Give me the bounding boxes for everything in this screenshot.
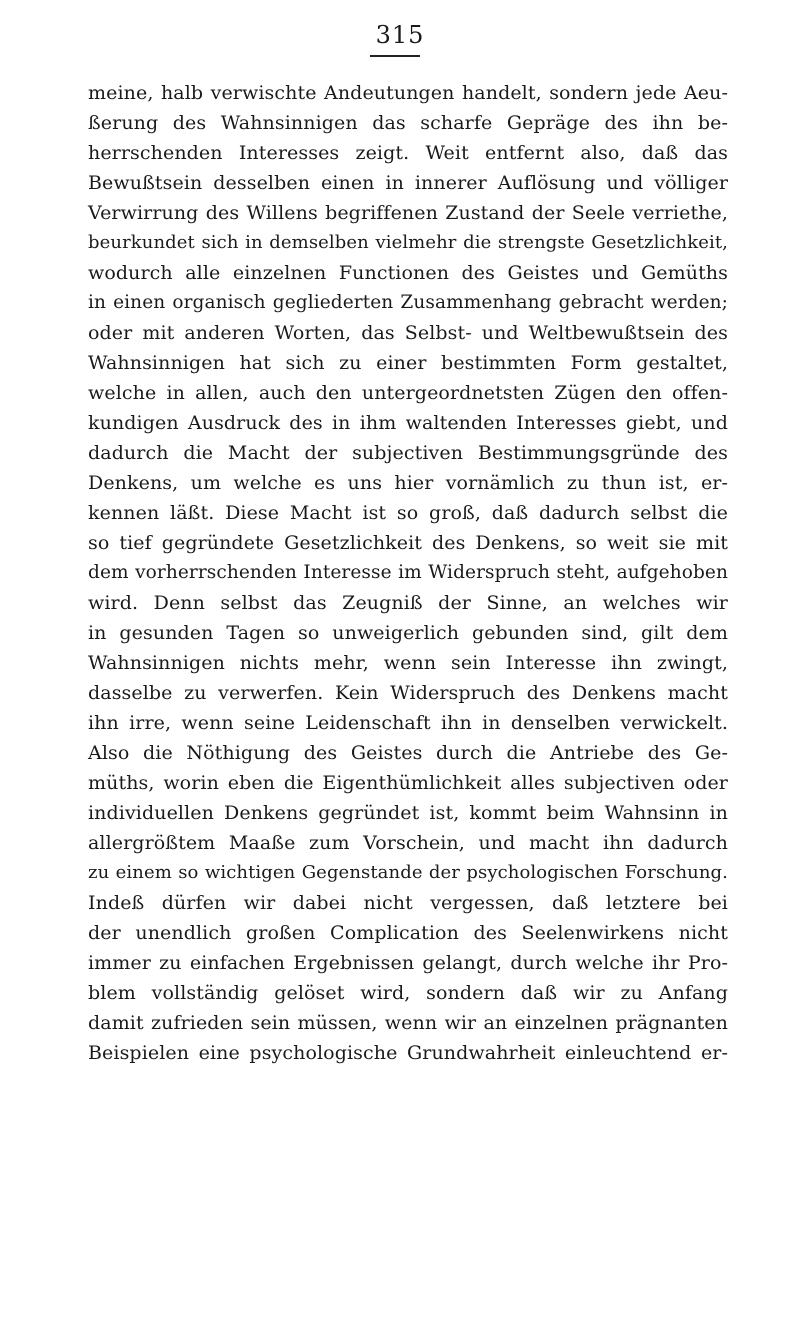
body-text bbox=[88, 78, 728, 1068]
text-line: allergrößtem Maaße zum Vorschein, und macht ihn dadurch bbox=[88, 832, 728, 854]
text-line: in einen organisch gegliederten Zusammenhang gebracht werden; bbox=[88, 292, 728, 313]
text-line: zu einem so wichtigen Gegenstande der psychologischen Forschung. bbox=[88, 862, 728, 883]
text-line: Verwirrung des Willens begriffenen Zustand der Seele verriethe, bbox=[88, 202, 728, 224]
text-line: ihn irre, wenn seine Leidenschaft ihn in denselben verwickelt. bbox=[88, 712, 728, 734]
text-line: meine, halb verwischte Andeutungen handelt, sondern jede Aeu- bbox=[88, 82, 728, 104]
text-line: Beispielen eine psychologische Grundwahrheit einleuchtend er- bbox=[88, 1042, 728, 1064]
text-line: herrschenden Interesses zeigt. Weit entfernt also, daß das bbox=[88, 142, 728, 164]
text-line: dadurch die Macht der subjectiven Bestimmungsgründe des bbox=[88, 442, 728, 464]
text-line: oder mit anderen Worten, das Selbst- und Weltbewußtsein des bbox=[88, 322, 728, 344]
text-line: in gesunden Tagen so unweigerlich gebunden sind, gilt dem bbox=[88, 622, 728, 644]
page-number: 315 bbox=[375, 21, 425, 49]
text-line: blem vollständig gelöset wird, sondern daß wir zu Anfang bbox=[88, 982, 728, 1004]
text-line: dem vorherrschenden Interesse im Widerspruch steht, aufgehoben bbox=[88, 562, 728, 583]
text-line: Bewußtsein desselben einen in innerer Auflösung und völliger bbox=[88, 172, 728, 194]
page-number-rule bbox=[370, 55, 420, 57]
text-line: Wahnsinnigen hat sich zu einer bestimmten Form gestaltet, bbox=[88, 352, 728, 374]
text-line: damit zufrieden sein müssen, wenn wir an einzelnen prägnanten bbox=[88, 1012, 728, 1034]
text-line: kennen läßt. Diese Macht ist so groß, daß dadurch selbst die bbox=[88, 502, 728, 524]
text-line: wird. Denn selbst das Zeugniß der Sinne, an welches wir bbox=[88, 592, 728, 614]
text-line: kundigen Ausdruck des in ihm waltenden Interesses giebt, und bbox=[88, 412, 728, 434]
text-line: müths, worin eben die Eigenthümlichkeit alles subjectiven oder bbox=[88, 772, 728, 794]
text-line: Indeß dürfen wir dabei nicht vergessen, daß letztere bei bbox=[88, 892, 728, 914]
text-line: der unendlich großen Complication des Seelenwirkens nicht bbox=[88, 922, 728, 944]
text-line: beurkundet sich in demselben vielmehr die strengste Gesetzlichkeit, bbox=[88, 232, 728, 253]
text-line: so tief gegründete Gesetzlichkeit des Denkens, so weit sie mit bbox=[88, 532, 728, 554]
text-line: immer zu einfachen Ergebnissen gelangt, durch welche ihr Pro- bbox=[88, 952, 728, 974]
text-line: ßerung des Wahnsinnigen das scharfe Gepräge des ihn be- bbox=[88, 112, 728, 134]
text-line: Also die Nöthigung des Geistes durch die Antriebe des Ge- bbox=[88, 742, 728, 764]
text-line: wodurch alle einzelnen Functionen des Geistes und Gemüths bbox=[88, 262, 728, 284]
text-line: Denkens, um welche es uns hier vornämlich zu thun ist, er- bbox=[88, 472, 728, 494]
text-line: welche in allen, auch den untergeordnetsten Zügen den offen- bbox=[88, 382, 728, 404]
text-line: dasselbe zu verwerfen. Kein Widerspruch des Denkens macht bbox=[88, 682, 728, 704]
text-line: Wahnsinnigen nichts mehr, wenn sein Interesse ihn zwingt, bbox=[88, 652, 728, 674]
text-line: individuellen Denkens gegründet ist, kommt beim Wahnsinn in bbox=[88, 802, 728, 824]
